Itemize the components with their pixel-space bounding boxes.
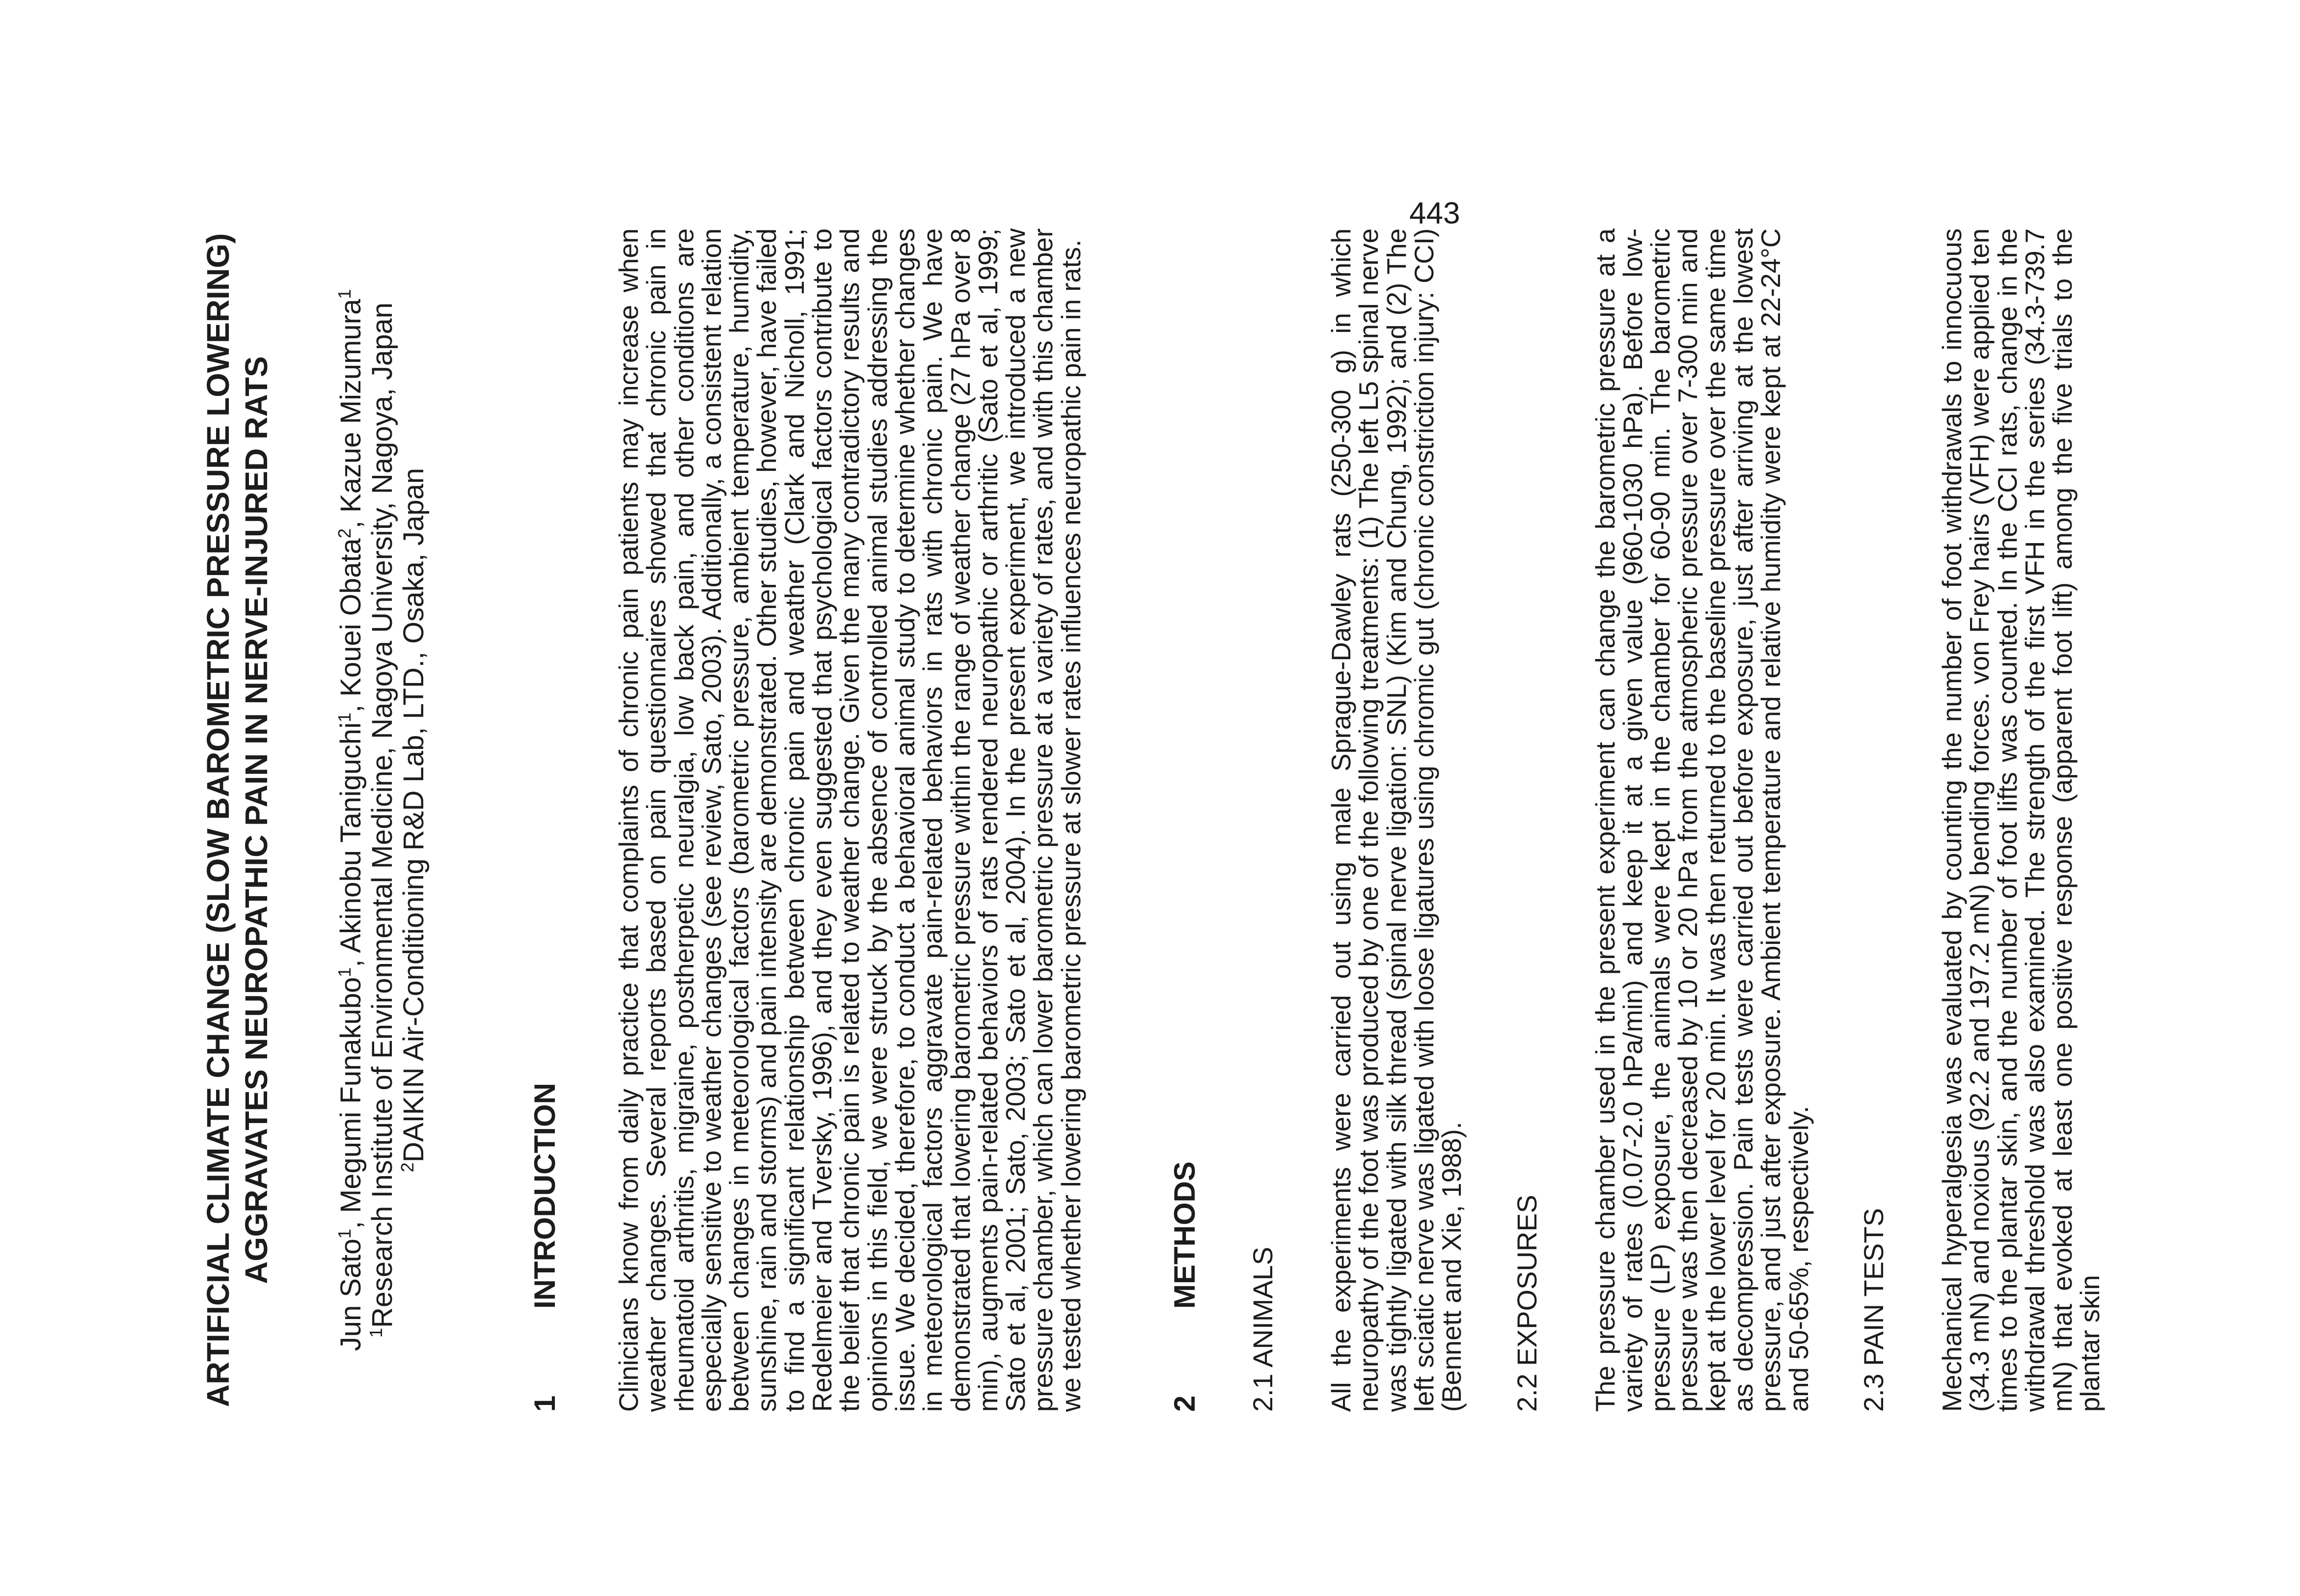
title-line-2: AGGRAVATES NEUROPATHIC PAIN IN NERVE-INJURED RATS	[239, 356, 274, 1284]
section-title: METHODS	[1168, 1161, 1202, 1309]
author: Kouei Obata$^2$,	[334, 512, 367, 697]
section-heading-methods	[1168, 228, 1202, 1412]
paper-title	[199, 228, 275, 1412]
subsection-heading-animals: 2.1 ANIMALS	[1247, 1246, 1279, 1412]
title-line-1: ARTIFICIAL CLIMATE CHANGE (SLOW BAROMETRIC PRESSURE LOWERING)	[200, 233, 236, 1407]
author: Kazue Mizumura$^1$	[334, 289, 367, 513]
pain-tests-paragraph: Mechanical hyperalgesia was evaluated by counting the number of foot withdrawals to innocuous (34.3 mN) and noxious (92.2 and 197.2 mN) bending forces. von Frey hairs (VFH) were applied ten times to the plantar skin, and the number of foot lifts was counted. In the CCI rats, change in the withdrawal threshold was also examined. The strength of the first VFH in the series (34.3-739.7 mN) that evoked at least one positive response (apparent foot lift) among the five trials to the plantar skin	[1937, 228, 2106, 1412]
animals-paragraph: All the experiments were carried out using male Sprague-Dawley rats (250-300 g) in which neuropathy of the foot was produced by one of the following treatments: (1) The left L5 spinal nerve was tightly ligated with silk thread (spinal nerve ligation: SNL) (Kim and Chung, 1992); and (2) The left sciatic nerve was ligated with loose ligatures using chromic gut (chronic constriction injury: CCI) (Bennett and Xie, 1988).	[1326, 228, 1467, 1412]
page-number: 443	[1409, 196, 1460, 230]
author-list	[335, 228, 367, 1412]
section-title: INTRODUCTION	[528, 1083, 561, 1309]
subsection-heading-pain-tests: 2.3 PAIN TESTS	[1858, 1208, 1889, 1412]
section-number: 1	[528, 1395, 561, 1412]
section-heading-introduction	[528, 228, 562, 1412]
exposures-paragraph: The pressure chamber used in the present experiment can change the barometric pressure at a variety of rates (0.07-2.0 hPa/min) and keep it at a given value (960-1030 hPa). Before low-pressure (LP) exposure, the animals were kept in the chamber for 60-90 min. The barometric pressure was then decreased by 10 or 20 hPa from the atmospheric pressure over 7-300 min and kept at the lower level for 20 min. It was then returned to the baseline pressure over the same time as decompression. Pain tests were carried out before exposure, just after arriving at the lowest pressure, and just after exposure. Ambient temperature and relative humidity were kept at 22-24°C and 50-65%, respectively.	[1590, 228, 1814, 1412]
subsection-heading-exposures: 2.2 EXPOSURES	[1511, 1195, 1542, 1412]
author: Megumi Funakubo$^1$,	[334, 953, 367, 1213]
introduction-paragraph: Clinicians know from daily practice that complaints of chronic pain patients may increase when weather changes. Several reports based on pain questionnaires showed that chronic pain in rheumatoid arthritis, migraine, postherpetic neuralgia, low back pain, and other conditions are especially sensitive to weather changes (see review, Sato, 2003). Additionally, a consistent relation between changes in meteorological factors (barometric pressure, ambient temperature, humidity, sunshine, rain and storms) and pain intensity are demonstrated. Other studies, however, have failed to find a significant relationship between chronic pain and weather (Clark and Nicholl, 1991; Redelmeier and Tversky, 1996), and they even suggested that psychological factors contribute to the belief that chronic pain is related to weather change. Given the many contradictory results and opinions in this field, we were struck by the absence of controlled animal studies addressing the issue. We decided, therefore, to conduct a behavioral animal study to determine whether changes in meteorological factors aggravate pain-related behaviors in rats with chronic pain. We have demonstrated that lowering barometric pressure within the range of weather change (27 hPa over 8 min), augments pain-related behaviors of rats rendered neuropathic or arthritic (Sato et al, 1999; Sato et al, 2001; Sato, 2003; Sato et al, 2004). In the present experiment, we introduced a new pressure chamber, which can lower barometric pressure at a variety of rates, and with this chamber we tested whether lowering barometric pressure at slower rates influences neuropathic pain in rats.	[614, 228, 1086, 1412]
section-number: 2	[1168, 1395, 1202, 1412]
author: Jun Sato$^1$,	[334, 1213, 367, 1351]
affiliation: $^1$Research Institute of Environmental Medicine, Nagoya University, Nagoya, Japan	[366, 303, 398, 1338]
author: Akinobu Taniguchi$^1$,	[334, 696, 367, 953]
affiliation: $^2$DAIKIN Air-Conditioning R&D Lab, LTD., Osaka, Japan	[397, 468, 430, 1173]
